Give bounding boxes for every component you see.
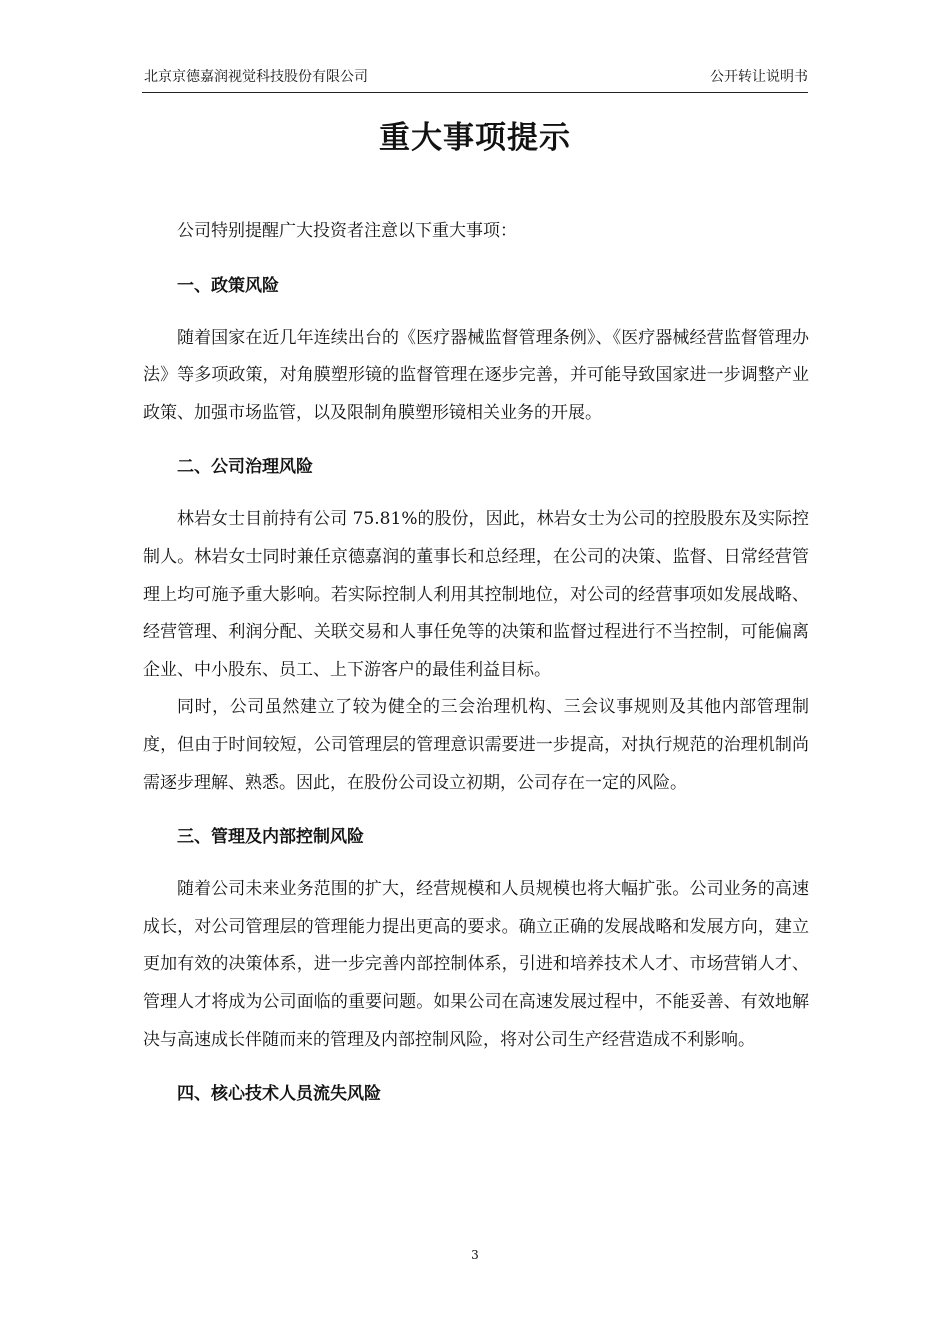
section-heading: 一、政策风险 — [177, 275, 279, 296]
section-paragraph: 同时，公司虽然建立了较为健全的三会治理机构、三会议事规则及其他内部管理制度，但由于时间较短，公司管理层的管理意识需要进一步提高，对执行规范的治理机制尚需逐步理解、熟悉。因此，在股份公司设立初期，公司存在一定的风险。 — [143, 697, 809, 793]
header-company-name: 北京京德嘉润视觉科技股份有限公司 — [144, 69, 368, 85]
section-paragraph: 林岩女士目前持有公司 75.81%的股份，因此，林岩女士为公司的控股股东及实际控制人。林岩女士同时兼任京德嘉润的董事长和总经理，在公司的决策、监督、日常经营管理上均可施予重大影响。若实际控制人利用其控制地位，对公司的经营事项如发展战略、经营管理、利润分配、关联交易和人事任免等的决策和监督过程进行不当控制，可能偏离企业、中小股东、员工、上下游客户的最佳利益目标。 — [143, 509, 809, 680]
section-heading: 四、核心技术人员流失风险 — [177, 1084, 381, 1105]
page-number: 3 — [471, 1248, 479, 1262]
section-core-staff-loss-risk — [143, 1075, 809, 1113]
page-title: 重大事项提示 — [379, 120, 571, 156]
section-heading: 三、管理及内部控制风险 — [177, 827, 364, 848]
page-header — [142, 66, 808, 93]
document-body — [143, 213, 809, 1128]
header-document-type: 公开转让说明书 — [710, 69, 808, 85]
section-governance-risk — [143, 448, 809, 802]
section-paragraph: 随着国家在近几年连续出台的《医疗器械监督管理条例》、《医疗器械经营监督管理办法》等多项政策，对角膜塑形镜的监督管理在逐步完善，并可能导致国家进一步调整产业政策、加强市场监管，以及限制角膜塑形镜相关业务的开展。 — [143, 327, 809, 423]
section-management-control-risk — [143, 818, 809, 1059]
intro-paragraph: 公司特别提醒广大投资者注意以下重大事项： — [177, 221, 517, 241]
section-heading: 二、公司治理风险 — [177, 457, 313, 478]
section-paragraph: 随着公司未来业务范围的扩大，经营规模和人员规模也将大幅扩张。公司业务的高速成长，对公司管理层的管理能力提出更高的要求。确立正确的发展战略和发展方向，建立更加有效的决策体系，进一步完善内部控制体系，引进和培养技术人才、市场营销人才、管理人才将成为公司面临的重要问题。如果公司在高速发展过程中，不能妥善、有效地解决与高速成长伴随而来的管理及内部控制风险，将对公司生产经营造成不利影响。 — [143, 879, 809, 1050]
section-policy-risk — [143, 267, 809, 433]
